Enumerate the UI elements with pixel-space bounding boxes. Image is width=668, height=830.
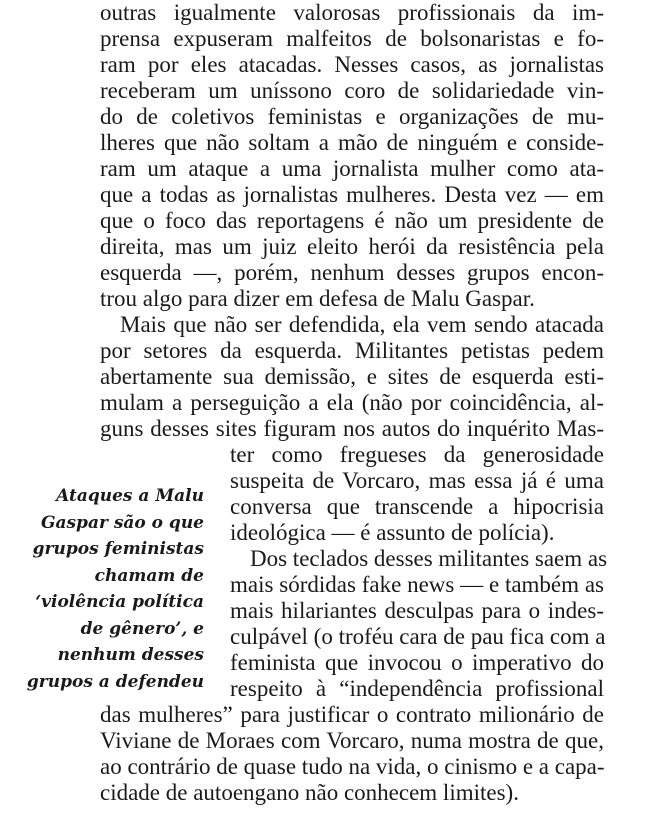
article-line: esquerda —, porém, nenhum desses grupos encon- — [100, 260, 604, 285]
article-line: por setores da esquerda. Militantes petistas pedem — [100, 338, 604, 363]
article-line: do de coletivos feministas e organizações de mu- — [100, 104, 604, 129]
pull-quote — [18, 483, 204, 695]
article-line-paragraph-end: ideológica — é assunto de polícia). — [230, 520, 555, 545]
pull-quote-line: de gênero’, e — [80, 618, 204, 639]
pull-quote-line: nenhum desses — [57, 645, 204, 665]
article-line: que o foco das reportagens é não um presidente de — [100, 208, 604, 233]
article-line-paragraph-end: trou algo para dizer em defesa de Malu Gaspar. — [100, 286, 535, 311]
article-line: direita, mas um juiz eleito herói da resistência pela — [100, 234, 604, 259]
article-line: mais hilariantes desculpas para o indes- — [230, 598, 604, 623]
article-line: que a todas as jornalistas mulheres. Desta vez — em — [100, 182, 604, 207]
article-line: ram um ataque a uma jornalista mulher como ata- — [100, 156, 604, 181]
article-line: das mulheres” para justificar o contrato milionário de — [100, 702, 604, 727]
article-line-paragraph-start: Mais que não ser defendida, ela vem sendo atacada — [120, 312, 604, 337]
pull-quote-line: Gaspar são o que — [40, 512, 204, 533]
article-line: mais sórdidas fake news — e também as — [230, 572, 604, 597]
article-line: culpável (o troféu cara de pau fica com a — [230, 624, 606, 649]
article-line: Viviane de Moraes com Vorcaro, numa mostra de que, — [100, 728, 604, 753]
article-line: mulam a perseguição a ela (não por coincidência, al- — [100, 390, 604, 415]
article-line: abertamente sua demissão, e sites de esquerda esti- — [100, 364, 604, 389]
article-line: conversa que transcende a hipocrisia — [230, 494, 604, 519]
article-line: feminista que invocou o imperativo do — [230, 650, 604, 675]
article-line: respeito à “independência profissional — [230, 676, 604, 701]
article-line: suspeita de Vorcaro, mas essa já é uma — [230, 468, 604, 493]
article-line: ao contrário de quase tudo na vida, o cinismo e a capa- — [100, 754, 605, 779]
article-line: lheres que não soltam a mão de ninguém e conside- — [100, 130, 604, 155]
article-line: guns desses sites figuram nos autos do inquérito Mas- — [100, 416, 604, 441]
pull-quote-line: grupos feministas — [32, 539, 204, 559]
article-line-paragraph-start: Dos teclados desses militantes saem as — [250, 546, 608, 571]
pull-quote-line: grupos a defendeu — [26, 671, 204, 692]
article-line-last: cidade de autoengano não conhecem limites). — [100, 780, 519, 805]
article-line: ram por eles atacadas. Nesses casos, as jornalistas — [100, 52, 604, 77]
pull-quote-line: Ataques a Malu — [56, 486, 204, 506]
pull-quote-line: ‘violência política — [35, 592, 204, 612]
article-line: ter como fregueses da generosidade — [230, 442, 604, 467]
article-line: receberam um uníssono coro de solidariedade vin- — [100, 78, 604, 103]
article-line: outras igualmente valorosas profissionais da im- — [100, 0, 604, 25]
pull-quote-line: chamam de — [94, 565, 204, 586]
article-line: prensa expuseram malfeitos de bolsonaristas e fo- — [100, 26, 604, 51]
